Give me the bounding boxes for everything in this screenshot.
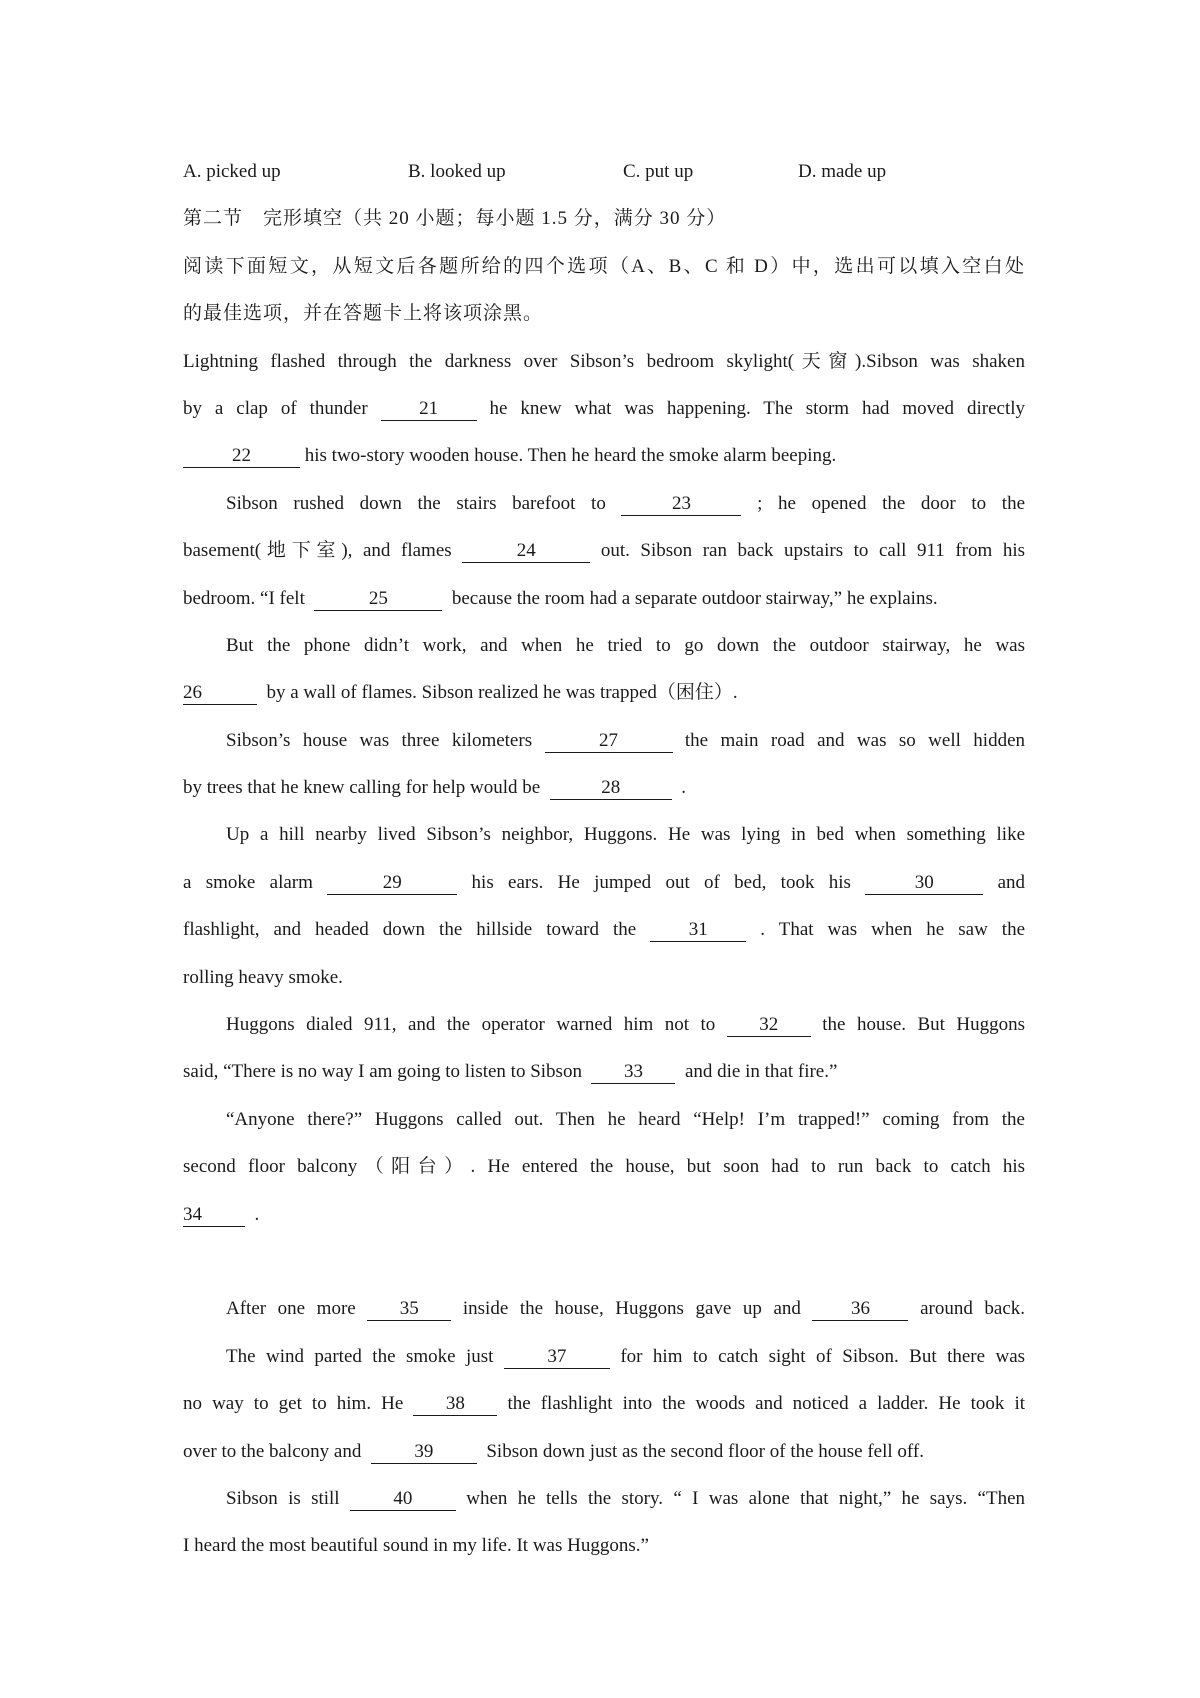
blank-22: 22 <box>183 445 300 468</box>
passage-text: over to the balcony and <box>183 1440 362 1462</box>
passage-text: . That was when he saw the <box>760 919 1026 941</box>
blank-39: 39 <box>371 1441 477 1464</box>
passage-line: Lightning flashed through the darkness over Sibson’s bedroom skylight(天窗).Sibson was shaken <box>183 350 1025 372</box>
passage-text: no way to get to him. He <box>183 1393 404 1415</box>
options-row <box>183 148 1025 195</box>
blank-26: 26 <box>183 682 257 705</box>
blank-30: 30 <box>865 872 983 895</box>
passage-text: . <box>254 1203 260 1225</box>
option-d: D. made up <box>798 161 887 182</box>
passage-line <box>183 859 1025 906</box>
passage-text: inside the house, Huggons gave up and <box>462 1298 801 1320</box>
blank-24: 24 <box>462 540 590 563</box>
blank-40: 40 <box>350 1488 456 1511</box>
passage-line <box>183 480 1025 527</box>
passage-line: rolling heavy smoke. <box>183 966 343 988</box>
passage-line <box>183 1191 1025 1238</box>
passage-text: a smoke alarm <box>183 871 313 893</box>
passage-line: I heard the most beautiful sound in my life. It was Huggons.” <box>183 1535 649 1557</box>
passage-line <box>183 527 1025 574</box>
instruction-line-2: 的最佳选项，并在答题卡上将该项涂黑。 <box>183 303 544 325</box>
passage-text: After one more <box>226 1298 356 1320</box>
blank-34: 34 <box>183 1204 245 1227</box>
passage-text: Huggons dialed 911, and the operator warned him not to <box>226 1014 716 1036</box>
passage-line <box>183 1285 1025 1332</box>
passage-text: because the room had a separate outdoor stairway,” he explains. <box>451 587 938 609</box>
passage-text: by trees that he knew calling for help would be <box>183 777 541 799</box>
passage-line <box>183 1428 1025 1475</box>
passage-text: around back. <box>920 1298 1026 1320</box>
passage-text: when he tells the story. “ I was alone that night,” he says. “Then <box>466 1487 1026 1509</box>
blank-27: 27 <box>545 730 673 753</box>
blank-21: 21 <box>381 398 477 421</box>
passage-text: Sibson rushed down the stairs barefoot to <box>226 492 606 514</box>
blank-38: 38 <box>413 1393 497 1416</box>
option-c: C. put up <box>623 161 694 182</box>
blank-29: 29 <box>327 872 457 895</box>
passage-line <box>183 432 1025 479</box>
passage-line <box>183 1048 1025 1095</box>
passage-text: by a clap of thunder <box>183 397 368 419</box>
passage-line: second floor balcony（阳台）. He entered the house, but soon had to run back to catch his <box>183 1156 1025 1178</box>
blank-32: 32 <box>727 1014 811 1037</box>
passage-text: said, “There is no way I am going to listen to Sibson <box>183 1061 582 1083</box>
passage-line <box>183 1380 1025 1427</box>
passage-text: the house. But Huggons <box>822 1014 1026 1036</box>
passage-text: flashlight, and headed down the hillside toward the <box>183 919 637 941</box>
blank-35: 35 <box>367 1298 451 1321</box>
passage-text: by a wall of flames. Sibson realized he was trapped（困住）. <box>266 682 738 704</box>
passage-line <box>183 717 1025 764</box>
passage-line <box>183 669 1025 716</box>
passage-text: . <box>681 777 686 799</box>
passage-text: and die in that fire.” <box>684 1061 838 1083</box>
passage-text: his ears. He jumped out of bed, took his <box>471 871 851 893</box>
option-a: A. picked up <box>183 161 281 182</box>
passage-line <box>183 575 1025 622</box>
passage-text: The wind parted the smoke just <box>226 1345 494 1367</box>
passage-line <box>183 1001 1025 1048</box>
passage-line <box>183 1333 1025 1380</box>
blank-37: 37 <box>504 1346 610 1369</box>
passage-text: ; he opened the door to the <box>757 492 1026 514</box>
passage-text: he knew what was happening. The storm had moved directly <box>489 397 1026 419</box>
instruction-line-1: 阅读下面短文，从短文后各题所给的四个选项（A、B、C 和 D）中，选出可以填入空白处 <box>183 255 1025 277</box>
passage-line <box>183 1475 1025 1522</box>
passage-text: his two-story wooden house. Then he heard the smoke alarm beeping. <box>304 445 837 467</box>
blank-23: 23 <box>621 493 741 516</box>
passage-text: Sibson is still <box>226 1487 340 1509</box>
blank-28: 28 <box>550 777 672 800</box>
option-b: B. looked up <box>408 161 506 182</box>
passage-line <box>183 385 1025 432</box>
passage-text: Sibson down just as the second floor of the house fell off. <box>486 1440 924 1462</box>
exam-page <box>183 148 1025 1570</box>
passage-text: bedroom. “I felt <box>183 587 305 609</box>
blank-31: 31 <box>650 919 746 942</box>
passage-text: the main road and was so well hidden <box>684 729 1026 751</box>
blank-25: 25 <box>314 588 442 611</box>
passage-line <box>183 764 1025 811</box>
passage-text: for him to catch sight of Sibson. But there was <box>620 1345 1026 1367</box>
blank-33: 33 <box>591 1061 675 1084</box>
passage-text: basement(地下室), and flames <box>183 540 452 562</box>
passage-text: Sibson’s house was three kilometers <box>226 729 533 751</box>
passage-text: and <box>997 871 1025 893</box>
passage-line <box>183 906 1025 953</box>
passage-line: “Anyone there?” Huggons called out. Then he heard “Help! I’m trapped!” coming from the <box>226 1108 1025 1130</box>
passage-line: Up a hill nearby lived Sibson’s neighbor, Huggons. He was lying in bed when something like <box>226 824 1025 846</box>
passage-text: out. Sibson ran back upstairs to call 911 from his <box>600 540 1026 562</box>
passage-text: the flashlight into the woods and noticed a ladder. He took it <box>507 1393 1026 1415</box>
passage-line: But the phone didn’t work, and when he tried to go down the outdoor stairway, he was <box>226 634 1025 656</box>
section-heading: 第二节 完形填空（共 20 小题；每小题 1.5 分，满分 30 分） <box>183 208 727 230</box>
blank-36: 36 <box>812 1298 908 1321</box>
